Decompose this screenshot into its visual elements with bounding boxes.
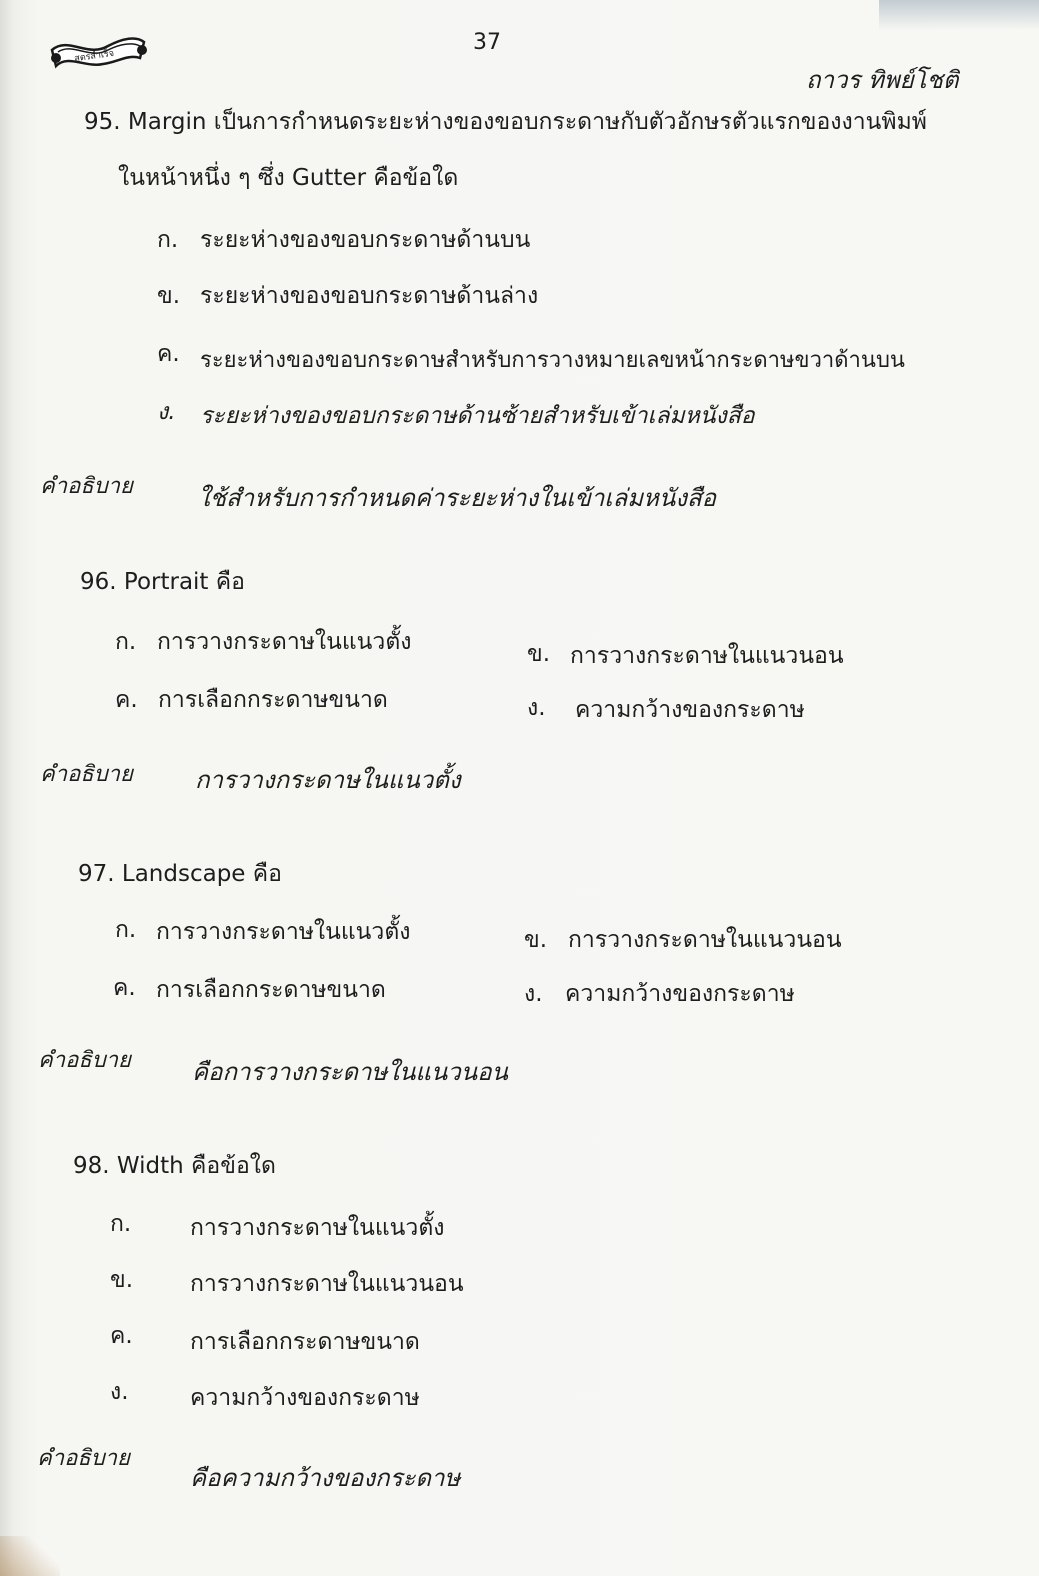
page-bottom-shadow bbox=[0, 1536, 60, 1576]
q95-option-d-text: ระยะห่างของขอบกระดาษด้านซ้ายสำหรับเข้าเล่มหนังสือ bbox=[200, 403, 755, 429]
q96-option-b-text: การวางกระดาษในแนวนอน bbox=[570, 643, 844, 669]
q97-option-b-letter: ข. bbox=[524, 927, 548, 953]
q96-option-b-letter: ข. bbox=[527, 641, 551, 667]
question-96-stem: 96. Portrait คือ bbox=[80, 569, 245, 595]
q96-option-a-text: การวางกระดาษในแนวตั้ง bbox=[157, 629, 412, 655]
q98-option-c-text: การเลือกกระดาษขนาด bbox=[190, 1329, 420, 1355]
q97-option-c-letter: ค. bbox=[113, 975, 136, 1001]
page-number: 37 bbox=[473, 30, 501, 55]
q97-option-d-letter: ง. bbox=[524, 981, 543, 1007]
q98-option-c-letter: ค. bbox=[110, 1323, 133, 1349]
q95-explanation-label: คำอธิบาย bbox=[40, 474, 133, 499]
q97-option-d-text: ความกว้างของกระดาษ bbox=[565, 981, 795, 1007]
q98-option-a-letter: ก. bbox=[110, 1211, 132, 1237]
question-97-stem: 97. Landscape คือ bbox=[78, 861, 282, 887]
q98-explanation-label: คำอธิบาย bbox=[37, 1446, 130, 1471]
q96-option-c-letter: ค. bbox=[115, 687, 138, 713]
author-name: ถาวร ทิพย์โชติ bbox=[806, 66, 959, 94]
q95-option-d-letter: ง. bbox=[157, 399, 176, 425]
question-98-stem: 98. Width คือข้อใด bbox=[73, 1153, 276, 1179]
q96-option-a-letter: ก. bbox=[115, 629, 137, 655]
q96-option-d-text: ความกว้างของกระดาษ bbox=[575, 697, 805, 723]
q97-option-a-text: การวางกระดาษในแนวตั้ง bbox=[156, 919, 411, 945]
q98-option-a-text: การวางกระดาษในแนวตั้ง bbox=[190, 1215, 445, 1241]
q96-option-c-text: การเลือกกระดาษขนาด bbox=[158, 687, 388, 713]
q98-option-b-letter: ข. bbox=[110, 1267, 134, 1293]
q97-option-b-text: การวางกระดาษในแนวนอน bbox=[568, 927, 842, 953]
q96-explanation: การวางกระดาษในแนวตั้ง bbox=[195, 766, 461, 794]
q97-option-c-text: การเลือกกระดาษขนาด bbox=[156, 977, 386, 1003]
q97-option-a-letter: ก. bbox=[115, 917, 137, 943]
q98-option-d-letter: ง. bbox=[110, 1379, 129, 1405]
q95-option-a-text: ระยะห่างของขอบกระดาษด้านบน bbox=[200, 227, 531, 253]
q98-explanation: คือความกว้างของกระดาษ bbox=[190, 1464, 461, 1492]
q98-option-d-text: ความกว้างของกระดาษ bbox=[190, 1385, 420, 1411]
q98-option-b-text: การวางกระดาษในแนวนอน bbox=[190, 1271, 464, 1297]
q95-option-c-text: ระยะห่างของขอบกระดาษสำหรับการวางหมายเลขหน้ากระดาษขวาด้านบน bbox=[200, 348, 905, 373]
q97-explanation-label: คำอธิบาย bbox=[38, 1048, 131, 1073]
page-corner-shadow bbox=[879, 0, 1039, 30]
q95-option-b-letter: ข. bbox=[157, 283, 181, 309]
q96-explanation-label: คำอธิบาย bbox=[40, 762, 133, 787]
question-95-stem-line2: ในหน้าหนึ่ง ๆ ซึ่ง Gutter คือข้อใด bbox=[118, 165, 459, 191]
q96-option-d-letter: ง. bbox=[527, 695, 546, 721]
question-95-stem-line1: 95. Margin เป็นการกำหนดระยะห่างของขอบกระดาษกับตัวอักษรตัวแรกของงานพิมพ์ bbox=[84, 109, 927, 135]
q95-option-a-letter: ก. bbox=[157, 227, 179, 253]
svg-text:สูตรสำเร็จ: สูตรสำเร็จ bbox=[73, 48, 115, 65]
q95-explanation: ใช้สำหรับการกำหนดค่าระยะห่างในเข้าเล่มหนังสือ bbox=[198, 484, 717, 512]
q97-explanation: คือการวางกระดาษในแนวนอน bbox=[192, 1058, 508, 1086]
q95-option-b-text: ระยะห่างของขอบกระดาษด้านล่าง bbox=[200, 283, 539, 309]
q95-option-c-letter: ค. bbox=[157, 341, 180, 367]
publisher-logo bbox=[48, 28, 148, 76]
